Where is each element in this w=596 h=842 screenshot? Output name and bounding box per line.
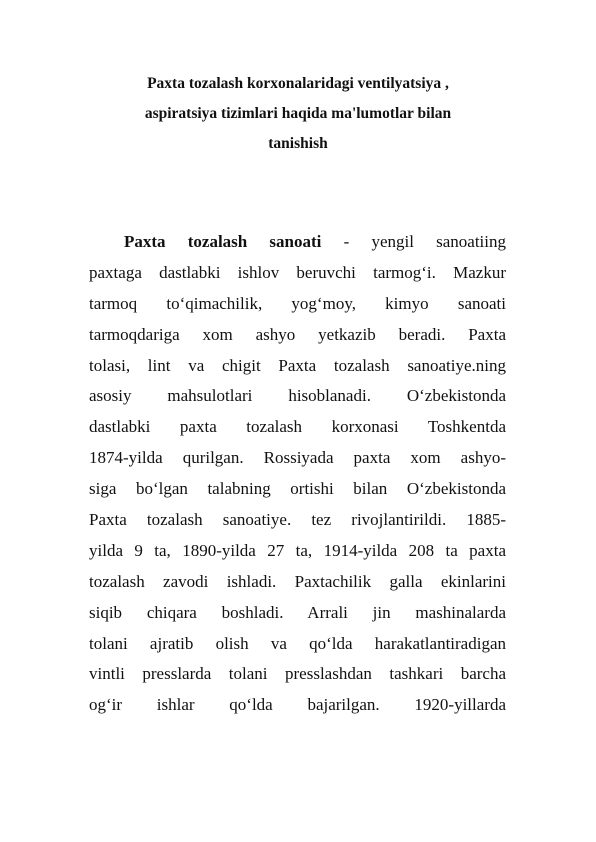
- text-line: siga bo‘lgan talabning ortishi bilan O‘zbekistonda: [89, 479, 506, 499]
- text-line: paxtaga dastlabki ishlov beruvchi tarmog‘i. Mazkur: [89, 262, 506, 282]
- text-line: yilda 9 ta, 1890-yilda 27 ta, 1914-yilda 208 ta paxta: [89, 540, 506, 560]
- text-line: vintli presslarda tolani presslashdan tashkari barcha: [89, 664, 506, 684]
- text-line: og‘ir ishlar qo‘lda bajarilgan. 1920-yillarda: [89, 695, 506, 715]
- title-line: Paxta tozalash korxonalaridagi ventilyatsiya ,: [147, 75, 449, 92]
- paragraph-first-line: [89, 227, 506, 258]
- text-line: tarmoq to‘qimachilik, yog‘moy, kimyo sanoati: [89, 293, 506, 313]
- title-line: tanishish: [268, 135, 328, 152]
- text-line: tarmoqdariga xom ashyo yetkazib beradi. Paxta: [89, 324, 506, 344]
- text-line: tolasi, lint va chigit Paxta tozalash sanoatiye.ning: [89, 355, 506, 375]
- lead-rest: - yengil sanoatiing: [321, 232, 507, 251]
- text-line: tolani ajratib olish va qo‘lda harakatlantiradigan: [89, 633, 506, 653]
- text-line: siqib chiqara boshladi. Arrali jin mashinalarda: [89, 602, 506, 622]
- text-line: tozalash zavodi ishladi. Paxtachilik galla ekinlarini: [89, 571, 506, 591]
- text-line: asosiy mahsulotlari hisoblanadi. O‘zbekistonda: [89, 386, 506, 406]
- body-paragraph: [89, 227, 506, 721]
- document-title: [90, 69, 506, 159]
- text-line: 1874-yilda qurilgan. Rossiyada paxta xom ashyo-: [89, 448, 506, 468]
- title-line: aspiratsiya tizimlari haqida ma'lumotlar bilan: [144, 105, 452, 122]
- text-line: Paxta tozalash sanoatiye. tez rivojlantirildi. 1885-: [89, 510, 506, 530]
- text-line: dastlabki paxta tozalash korxonasi Toshkentda: [89, 417, 506, 437]
- lead-term: Paxta tozalash sanoati: [124, 232, 322, 251]
